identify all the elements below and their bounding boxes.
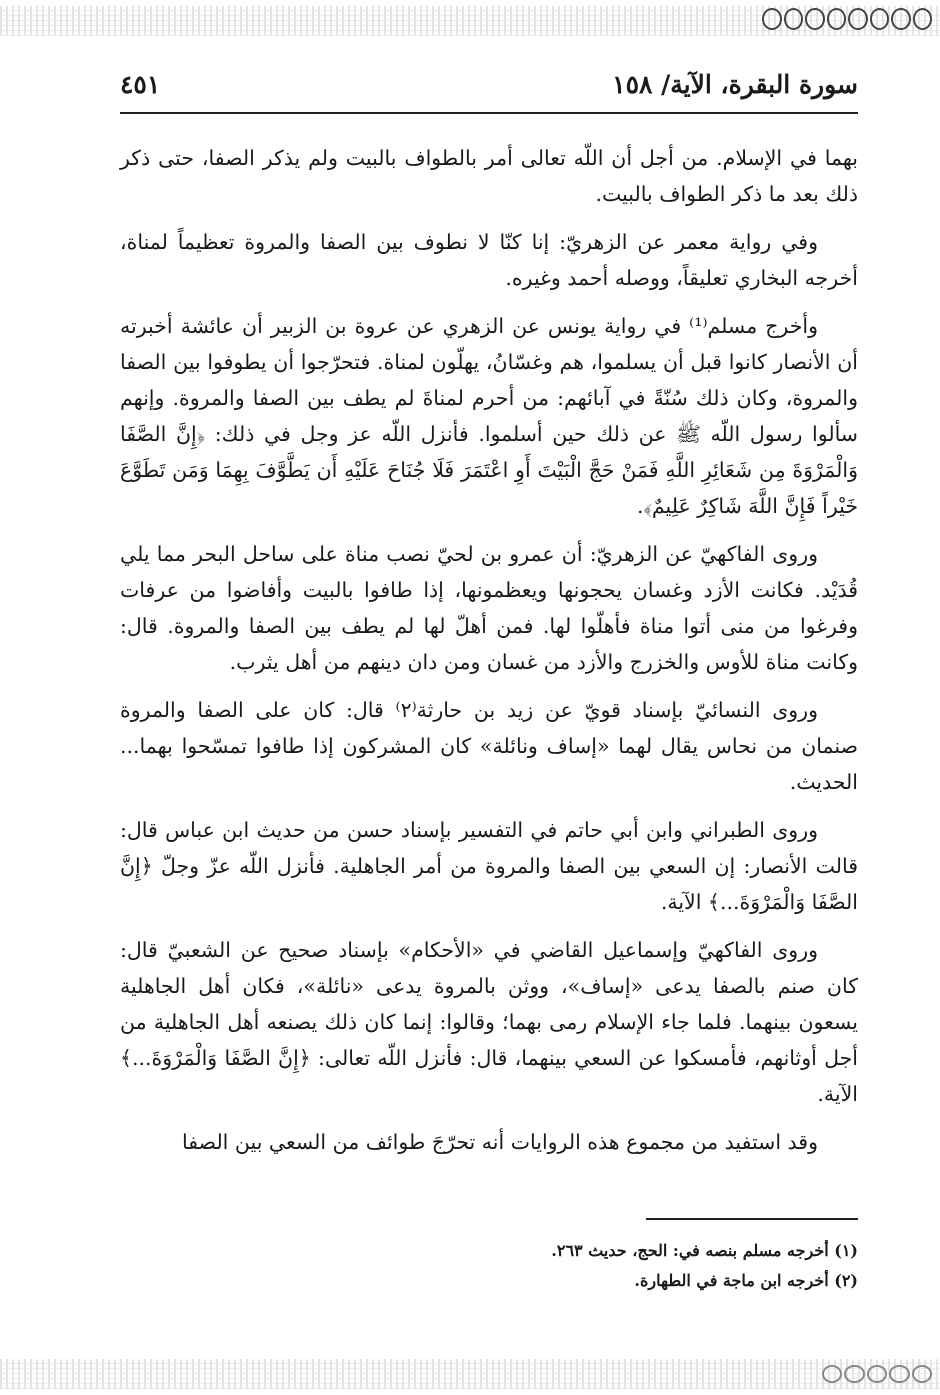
footnotes xyxy=(120,1236,858,1296)
paragraph: وأخرج مسلم⁽¹⁾ في رواية يونس عن الزهري عن عروة بن الزبير أن عائشة أخبرته أن الأنصار كانوا قبل أن يسلموا، هم وغسّانُ، يهلّون لمناة. فتحرّجوا أن يطوفوا بين الصفا والمروة، وكان ذلك سُنّةً في آبائهم: من أحرم لمناةَ لم يطف بين الصفا والمروة. وإنهم سألوا رسول اللّه ﷺ عن ذلك حين أسلموا. فأنزل اللّه عز وجل في ذلك: ﴿إِنَّ الصَّفَا وَالْمَرْوَةَ مِن شَعَائِرِ اللَّهِ فَمَنْ حَجَّ الْبَيْتَ أَوِ اعْتَمَرَ فَلَا جُنَاحَ عَلَيْهِ أَن يَطَّوَّفَ بِهِمَا وَمَن تَطَوَّعَ خَيْراً فَإِنَّ اللَّهَ شَاكِرٌ عَلِيمٌ﴾. xyxy=(120,314,858,518)
page-header xyxy=(120,66,858,108)
paragraph: وروى الفاكهيّ عن الزهريّ: أن عمرو بن لحيّ نصب مناة على ساحل البحر مما يلي قُدَيْد. فكانت الأزد وغسان يحجونها ويعظمونها، إذا طافوا بالبيت وأفاضوا من عرفات وفرغوا من منى أتوا مناة فأهلّوا لها. فمن أهلّ لها لم يطف بين الصفا والمروة. قال: وكانت مناة للأوس والخزرج والأزد من غسان ومن دان دينهم من أهل يثرب. xyxy=(120,542,858,674)
paragraph: بهما في الإسلام. من أجل أن اللّه تعالى أمر بالطواف بالبيت ولم يذكر الصفا، حتى ذكر ذلك بعد ما ذكر الطواف بالبيت. xyxy=(120,146,858,206)
running-title: سورة البقرة، الآية/ ١٥٨ xyxy=(612,70,858,99)
bottom-border-texture xyxy=(0,1359,940,1389)
page-number: ٤٥١ xyxy=(120,70,161,99)
paragraph: وفي رواية معمر عن الزهريّ: إنا كنّا لا نطوف بين الصفا والمروة تعظيماً لمناة، أخرجه البخاري تعليقاً، ووصله أحمد وغيره. xyxy=(120,230,858,290)
paragraph: وروى النسائيّ بإسناد قويّ عن زيد بن حارثة⁽٢⁾ قال: كان على الصفا والمروة صنمان من نحاس يقال لهما «إساف ونائلة» كان المشركون إذا طافوا تمسّحوا بهما... الحديث. xyxy=(120,698,858,794)
bottom-ornament-decoration xyxy=(822,1365,932,1385)
paragraph: وقد استفيد من مجموع هذه الروايات أنه تحرّجَ طوائف من السعي بين الصفا xyxy=(182,1130,818,1154)
footnote-rule xyxy=(646,1218,858,1220)
top-ornament-decoration xyxy=(762,8,932,30)
paragraph: وروى الطبراني وابن أبي حاتم في التفسير بإسناد حسن من حديث ابن عباس قال: قالت الأنصار: إن السعي بين الصفا والمروة من أمر الجاهلية. فأنزل اللّه عزّ وجلّ ﴿إِنَّ الصَّفَا وَالْمَرْوَةَ...﴾ الآية. xyxy=(120,818,858,914)
header-rule xyxy=(120,112,858,114)
footnote: (١) أخرجه مسلم بنصه في: الحج، حديث ٢٦٣. xyxy=(551,1241,858,1260)
main-text xyxy=(120,140,858,1172)
paragraph: وروى الفاكهيّ وإسماعيل القاضي في «الأحكام» بإسناد صحيح عن الشعبيّ قال: كان صنم بالصفا يدعى «إساف»، ووثن بالمروة يدعى «نائلة»، فكان أهل الجاهلية يسعون بينهما. فلما جاء الإسلام رمى بهما؛ وقالوا: إنما كان ذلك يصنعه أهل الجاهلية من أجل أوثانهم، فأمسكوا عن السعي بينهما، قال: فأنزل اللّه تعالى: ﴿إِنَّ الصَّفَا وَالْمَرْوَةَ...﴾ الآية. xyxy=(120,938,858,1106)
footnote: (٢) أخرجه ابن ماجة في الطهارة. xyxy=(634,1271,858,1290)
